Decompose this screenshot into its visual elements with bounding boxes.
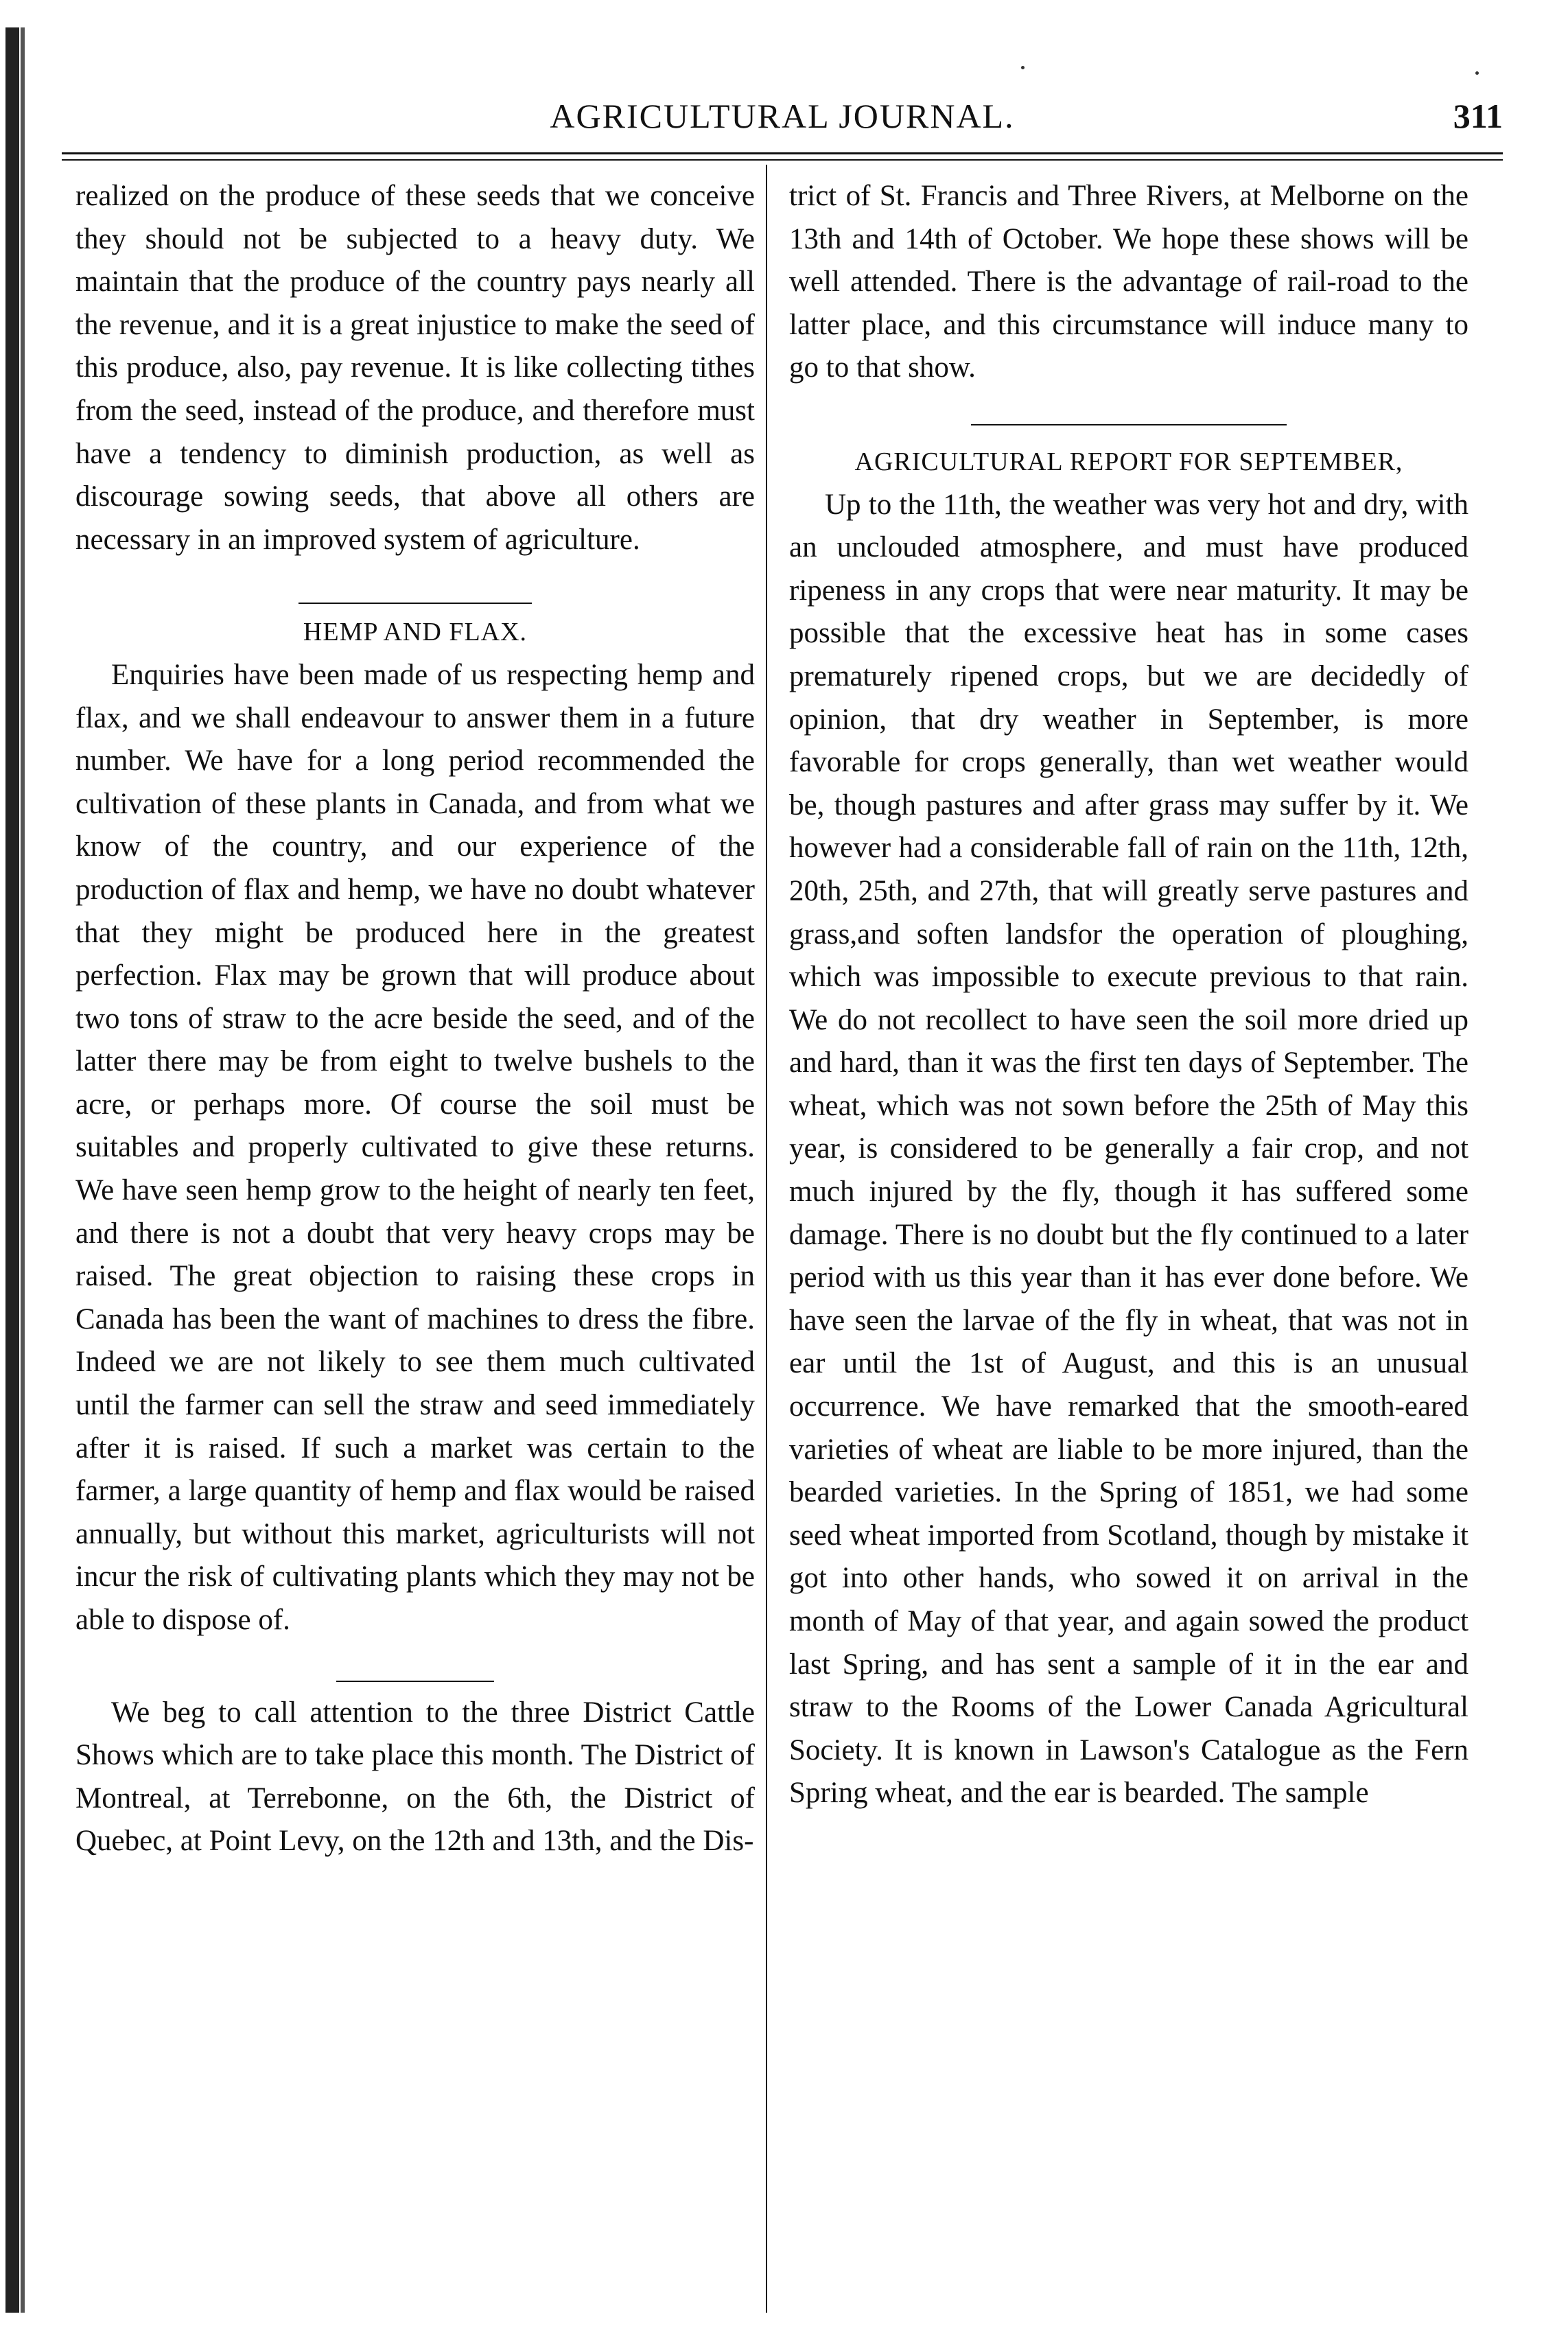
journal-title: AGRICULTURAL JOURNAL. [550,97,1015,135]
scan-speck [1475,71,1479,75]
right-column [789,175,1468,1815]
cattle-shows-paragraph: We beg to call attention to the three District Cattle Shows which are to take place this month. The District of Montreal, at Terrebonne, on the 6th, the District of Quebec, at Point Levy, on the 12th and 13th, and the Dis- [75,1696,755,1858]
left-column [75,175,755,1863]
section-heading-agricultural-report: AGRICULTURAL REPORT FOR SEPTEMBER, [854,447,1403,476]
section-separator [299,603,532,604]
page-number: 311 [1453,97,1503,135]
scan-speck [1021,66,1025,69]
hemp-flax-paragraph: Enquiries have been made of us respecting hemp and flax, and we shall endeavour to answer them in a future number. We have for a long period recommended the cultivation of these plants in Canada, and from what we know of the country, and our experience of the production of flax and hemp, we have no doubt whatever that they might be produced here in the greatest perfection. Flax may be grown that will produce about two tons of straw to the acre beside the seed, and of the latter there may be from eight to twelve bushels to the acre, or perhaps more. Of course the soil must be suitables and properly cultivated to give these returns. We have seen hemp grow to the height of nearly ten feet, and there is not a doubt that very heavy crops may be raised. The great objection to raising these crops in Canada has been the want of machines to dress the fibre. Indeed we are not likely to see them much cultivated until the farmer can sell the straw and seed immediately after it is raised. If such a market was certain to the farmer, a large quantity of hemp and flax would be raised annually, but without this market, agriculturists will not incur the risk of cultivating plants which they may not be able to dispose of. [75,658,755,1636]
section-heading-hemp-flax: HEMP AND FLAX. [303,618,528,647]
agricultural-report-paragraph: Up to the 11th, the weather was very hot and dry, with an unclouded atmosphere, and must have produced ripeness in any crops that were near maturity. It may be possible that the excessive heat has in some cases prematurely ripened crops, but we are decidedly of opinion, that dry weather in September, is more favorable for crops generally, than wet weather would be, though pastures and after grass may suffer by it. We however had a considerable fall of rain on the 11th, 12th, 20th, 25th, and 27th, that will greatly serve pastures and grass,and soften landsfor the operation of ploughing, which was impossible to execute previous to that rain. We do not recollect to have seen the soil more dried up and hard, than it was the first ten days of September. The wheat, which was not sown before the 25th of May this year, is considered to be generally a fair crop, and not much injured by the fly, though it has suffered some damage. There is no doubt but the fly continued to a later period with us this year than it has ever done before. We have seen the larvae of the fly in wheat, that was not in ear until the 1st of August, and this is an unusual occurrence. We have remarked that the smooth-eared varieties of wheat are liable to be more injured, than the bearded varieties. In the Spring of 1851, we had some seed wheat imported from Scotland, though by mistake it got into other hands, who sowed it on arrival in the month of May of that year, and again sowed the product last Spring, and has sent a sample of it in the ear and straw to the Rooms of the Lower Canada Agricultural Society. It is known in Lawson's Catalogue as the Fern Spring wheat, and the ear is bearded. The sample [789,488,1468,1810]
continued-paragraph: realized on the produce of these seeds that we conceive they should not be subjected to a heavy duty. We maintain that the produce of the country pays nearly all the revenue, and it is a great injustice to make the seed of this produce, also, pay revenue. It is like collecting tithes from the seed, instead of the produce, and therefore must have a tendency to diminish production, as well as discourage sowing seeds, that above all others are necessary in an improved system of agriculture. [75,180,755,556]
header-rule [62,152,1503,154]
scan-binding-shadow [21,27,25,2313]
scan-binding-edge [5,27,19,2313]
page-header [62,96,1503,151]
column-divider [766,165,767,2313]
header-rule-secondary [62,159,1503,161]
cattle-shows-paragraph-end: trict of St. Francis and Three Rivers, at Melborne on the 13th and 14th of October. We hope these shows will be well attended. There is the advantage of rail-road to the latter place, and this circumstance will induce many to go to that show. [789,180,1468,384]
